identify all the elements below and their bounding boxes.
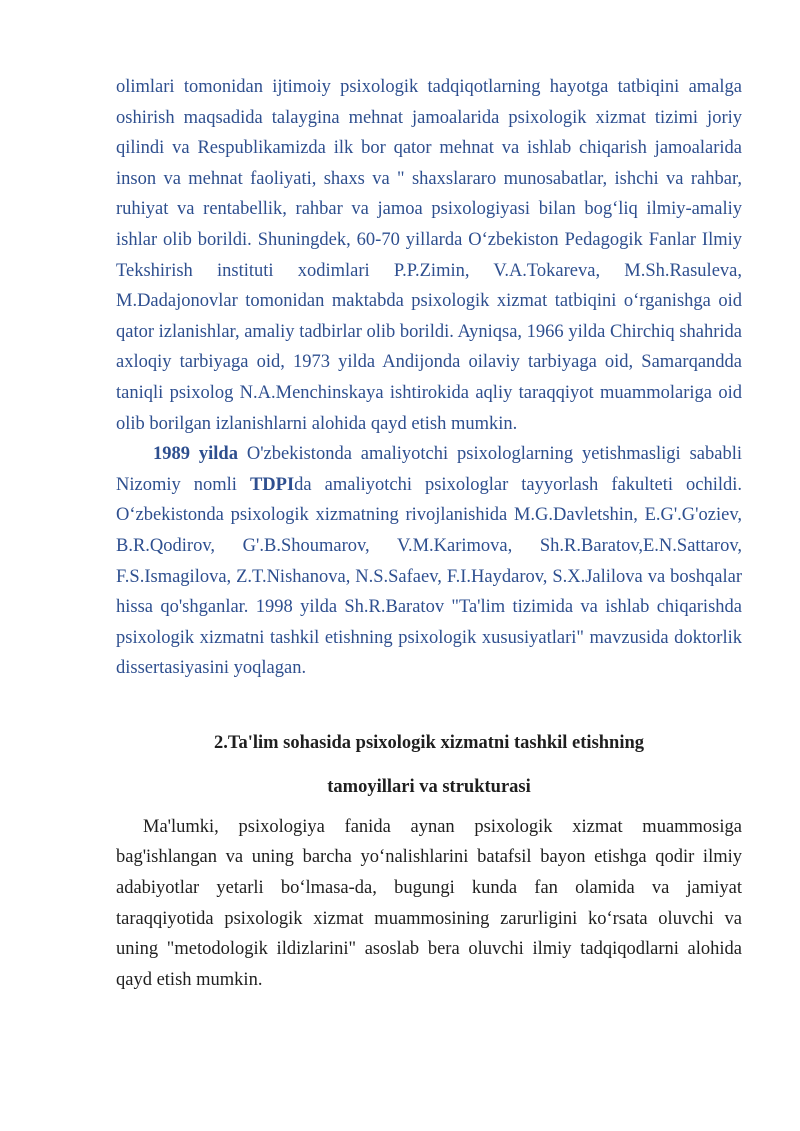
paragraph-1989-text-part1: O'zbekistonda amaliyotchi psixologlarning yetishmasligi sababli Nizomiy nomli (116, 444, 742, 495)
paragraph-malumki: Ma'lumki, psixologiya fanida aynan psixologik xizmat muammosiga bag'ishlangan va uning barcha yo‘nalishlarini batafsil bayon etishga qodir ilmiy adabiyotlar yetarli bo‘lmasa-da, bugungi kunda fan olamida va jamiyat taraqqiyotida psixologik xizmat muammosining zarurligini ko‘rsata oluvchi va uning "metodologik ildizlarini" asoslab bera oluvchi ilmiy tadqiqodlarni alohida qayd etish mumkin. (116, 816, 742, 990)
tdpi-bold: TDPI (249, 474, 295, 495)
section-heading-line2: tamoyillari va strukturasi (327, 776, 531, 797)
paragraph-psychological-research: olimlari tomonidan ijtimoiy psixologik tadqiqotlarning hayotga tatbiqini amalga oshirish maqsadida talaygina mehnat jamoalarida psixologik xizmat tizimi joriy qilindi va Respublikamizda ilk bor qator mehnat va ishlab chiqarish jamoalarida inson va mehnat faoliyati, shaxs va " shaxslararo munosabatlar, ishchi va rahbar, ruhiyat va rentabellik, rahbar va jamoa psixologiyasi bilan bog‘liq ilmiy-amaliy ishlar olib borildi. Shuningdek, 60-70 yillarda O‘zbekiston Pedagogik Fanlar Ilmiy Tekshirish instituti xodimlari P.P.Zimin, V.A.Tokareva, M.Sh.Rasuleva, M.Dadajonovlar tomonidan maktabda psixologik xizmat tatbiqini o‘rganishga oid qator izlanishlar, amaliy tadbirlar olib borildi. Ayniqsa, 1966 yilda Chirchiq shahrida axloqiy tarbiyaga oid, 1973 yilda Andijonda oilaviy tarbiyaga oid, Samarqandda taniqli psixolog N.A.Menchinskaya ishtirokida aqliy taraqqiyot muammolariga oid olib borilgan izlanishlarni alohida qayd etish mumkin. (116, 77, 742, 434)
section-heading-line1: 2.Ta'lim sohasida psixologik xizmatni tashkil etishning (213, 732, 645, 753)
section-spacer (116, 684, 742, 726)
paragraph-1989-text-part2: da amaliyotchi psixologlar tayyorlash fakulteti ochildi. O‘zbekistonda psixologik xizmatning rivojlanishida M.G.Davletshin, E.G'.G'oziev, B.R.Qodirov, G'.B.Shoumarov, V.M.Karimova, Sh.R.Baratov,E.N.Sattarov, F.S.Ismagilova, Z.T.Nishanova, N.S.Safaev, F.I.Haydarov, S.X.Jalilova va boshqalar hissa qo'shganlar. 1998 yilda Sh.R.Baratov "Ta'lim tizimida va ishlab chiqarishda psixologik xizmatni tashkil etishning psixologik xususiyatlari" mavzusida doktorlik dissertasiyasini yoqlagan. (116, 474, 742, 679)
year-1989-bold: 1989 yilda (153, 444, 238, 465)
paragraph-1989-faculty (116, 439, 742, 684)
document-page (116, 72, 742, 995)
